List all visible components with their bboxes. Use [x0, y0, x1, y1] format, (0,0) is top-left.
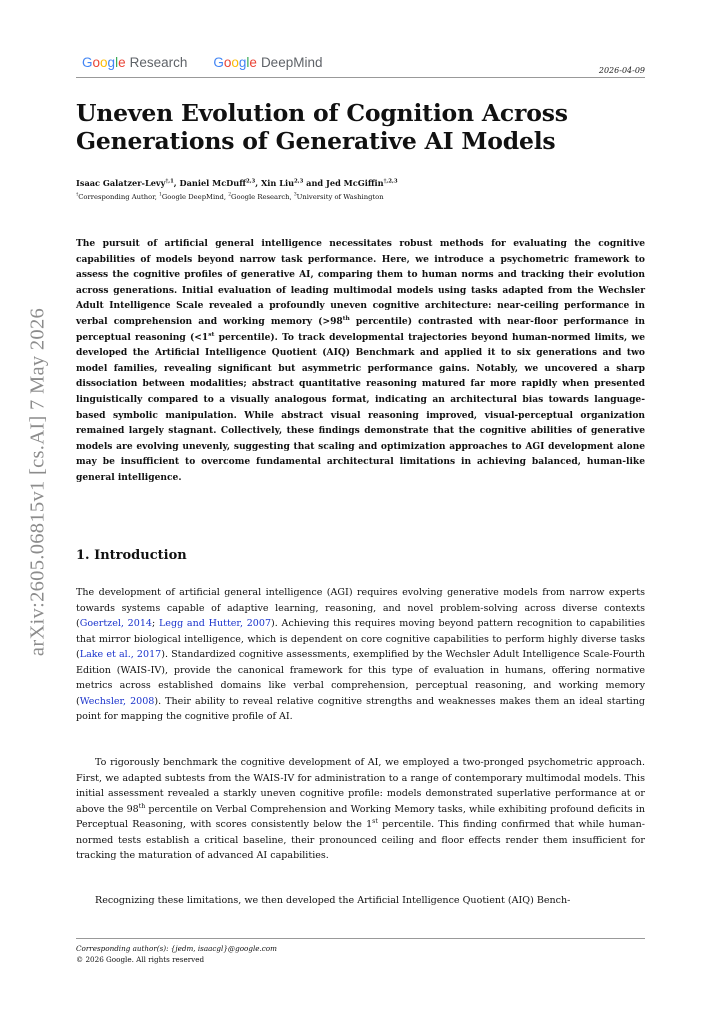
- affiliation-list: †Corresponding Author, $^1$Google DeepMind, $^2$Google Research, $^3$University of Washington: [76, 192, 384, 201]
- author-list: Isaac Galatzer-Levy$^{\dagger,1}$, Daniel McDuff$^{2,3}$, Xin Liu$^{2,3}$ and Jed McGiffin$^{\dagger,2,3}$: [76, 178, 398, 188]
- affiliation-marker: 1: [159, 192, 162, 198]
- corresponding-author-note: Corresponding author(s): {jedm, isaacgl}@google.com: [76, 944, 277, 953]
- paper-title: Uneven Evolution of Cognition Across Generations of Generative AI Models: [76, 99, 568, 155]
- header-logos: [82, 55, 322, 70]
- section-title: Introduction: [94, 548, 187, 563]
- logo-text-deepmind: DeepMind: [260, 55, 323, 70]
- logo-letter: e: [249, 55, 257, 70]
- affiliation-text: University of Washington: [296, 193, 384, 201]
- superscript: st: [372, 817, 378, 825]
- affiliation-marker: †: [76, 192, 79, 198]
- citation-link[interactable]: Legg and Hutter, 2007: [158, 618, 272, 629]
- author-name: Xin Liu: [260, 178, 295, 188]
- logo-letter: o: [223, 55, 232, 70]
- citation-link[interactable]: Wechsler, 2008: [79, 695, 155, 707]
- body-paragraph: The development of artificial general intelligence (AGI) requires evolving generative models from narrow experts towards systems capable of adaptive learning, reasoning, and novel problem-solving across diverse contexts (Goertzel, 2014; Legg and Hutter, 2007). Achieving this requires moving beyond pattern recognition to capabilities that mirror biological intelligence, which is dependent on core cognitive capabilities to perform highly diverse tasks (Lake et al., 2017). Standardized cognitive assessments, exemplified by the Wechsler Adult Intelligence Scale-Fourth Edition (WAIS-IV), provide the canonical framework for this type of evaluation in humans, offering normative metrics across established domains like verbal comprehension, perceptual reasoning, and working memory (Wechsler, 2008). Their ability to reveal relative cognitive strengths and weaknesses makes them an ideal starting point for mapping the cognitive profile of AI.: [76, 587, 646, 722]
- citation-link[interactable]: Lake et al., 2017: [79, 649, 162, 660]
- page-footer: [76, 943, 277, 965]
- affiliation-text: Corresponding Author: [78, 193, 155, 201]
- logo-letter: G: [213, 55, 224, 70]
- logo-letter: l: [115, 55, 119, 70]
- superscript: th: [342, 314, 350, 322]
- affiliation-marker: 2: [228, 192, 232, 198]
- google-wordmark: [213, 55, 257, 70]
- superscript: st: [208, 330, 215, 338]
- copyright-notice: © 2026 Google. All rights reserved: [76, 955, 205, 964]
- logo-letter: g: [238, 55, 247, 70]
- logo-letter: o: [92, 55, 101, 70]
- google-deepmind-logo: [213, 55, 322, 70]
- logo-letter: G: [82, 55, 93, 70]
- section-heading-introduction: [76, 548, 187, 563]
- logo-letter: l: [246, 55, 250, 70]
- logo-text-research: Research: [129, 55, 188, 70]
- author-name: Daniel McDuff: [179, 178, 246, 188]
- logo-letter: e: [118, 55, 126, 70]
- arxiv-identifier[interactable]: arXiv:2605.06815v1 [cs.AI] 7 May 2026: [26, 307, 49, 657]
- google-research-logo: [82, 55, 187, 70]
- affiliation-text: Google Research: [231, 193, 290, 201]
- author-affiliation-marker: †,1: [165, 178, 174, 185]
- logo-letter: o: [100, 55, 108, 70]
- author-name: Isaac Galatzer-Levy: [76, 178, 166, 188]
- citation-link[interactable]: Goertzel, 2014: [79, 618, 152, 629]
- logo-letter: o: [231, 55, 239, 70]
- author-affiliation-marker: †,2,3: [383, 178, 398, 185]
- google-wordmark: [82, 55, 126, 70]
- author-name: Jed McGiffin: [326, 178, 384, 188]
- superscript: th: [138, 802, 146, 810]
- body-paragraph: Recognizing these limitations, we then developed the Artificial Intelligence Quotient (AIQ) Bench-: [95, 895, 571, 906]
- publication-date: 2026-04-09: [598, 66, 645, 75]
- logo-letter: g: [107, 55, 116, 70]
- body-paragraph: To rigorously benchmark the cognitive development of AI, we employed a two-pronged psychometric approach. First, we adapted subtests from the WAIS-IV for administration to a range of contemporary multimodal models. This initial assessment revealed a starkly uneven cognitive profile: models demonstrated superlative performance at or above the 98th percentile on Verbal Comprehension and Working Memory tasks, while exhibiting profound deficits in Perceptual Reasoning, with scores consistently below the 1st percentile. This finding confirmed that while human-normed tests establish a critical baseline, their pronounced ceiling and floor effects render them insufficient for tracking the maturation of advanced AI capabilities.: [76, 757, 645, 861]
- abstract: The pursuit of artificial general intelligence necessitates robust methods for evaluating the cognitive capabilities of models beyond narrow task performance. Here, we introduce a psychometric framework to assess the cognitive profiles of generative AI, comparing them to human norms and tracking their evolution across generations. Initial evaluation of leading multimodal models using tasks adapted from the Wechsler Adult Intelligence Scale revealed a profoundly uneven cognitive architecture: near-ceiling performance in verbal comprehension and working memory (>98th percentile) contrasted with near-floor performance in perceptual reasoning (<1st percentile). To track developmental trajectories beyond human-normed limits, we developed the Artificial Intelligence Quotient (AIQ) Benchmark and applied it to six generations and two model families, revealing significant but asymmetric performance gains. Notably, we uncovered a sharp dissociation between modalities; abstract quantitative reasoning matured far more rapidly when presented linguistically compared to a visually analogous format, indicating an architectural bias towards language-based symbolic manipulation. While abstract visual reasoning improved, visual-perceptual organization remained largely stagnant. Collectively, these findings demonstrate that the cognitive abilities of generative models are evolving unevenly, suggesting that scaling and optimization approaches to AGI development alone may be insufficient to overcome fundamental architectural limitations in achieving balanced, human-like general intelligence.: [76, 238, 645, 483]
- footer-divider: [76, 938, 645, 939]
- author-affiliation-marker: 2,3: [245, 178, 256, 185]
- header-divider: [76, 77, 645, 78]
- affiliation-text: Google DeepMind: [161, 193, 224, 201]
- affiliation-marker: 3: [293, 192, 297, 198]
- section-number: 1.: [76, 548, 90, 563]
- author-affiliation-marker: 2,3: [294, 178, 304, 185]
